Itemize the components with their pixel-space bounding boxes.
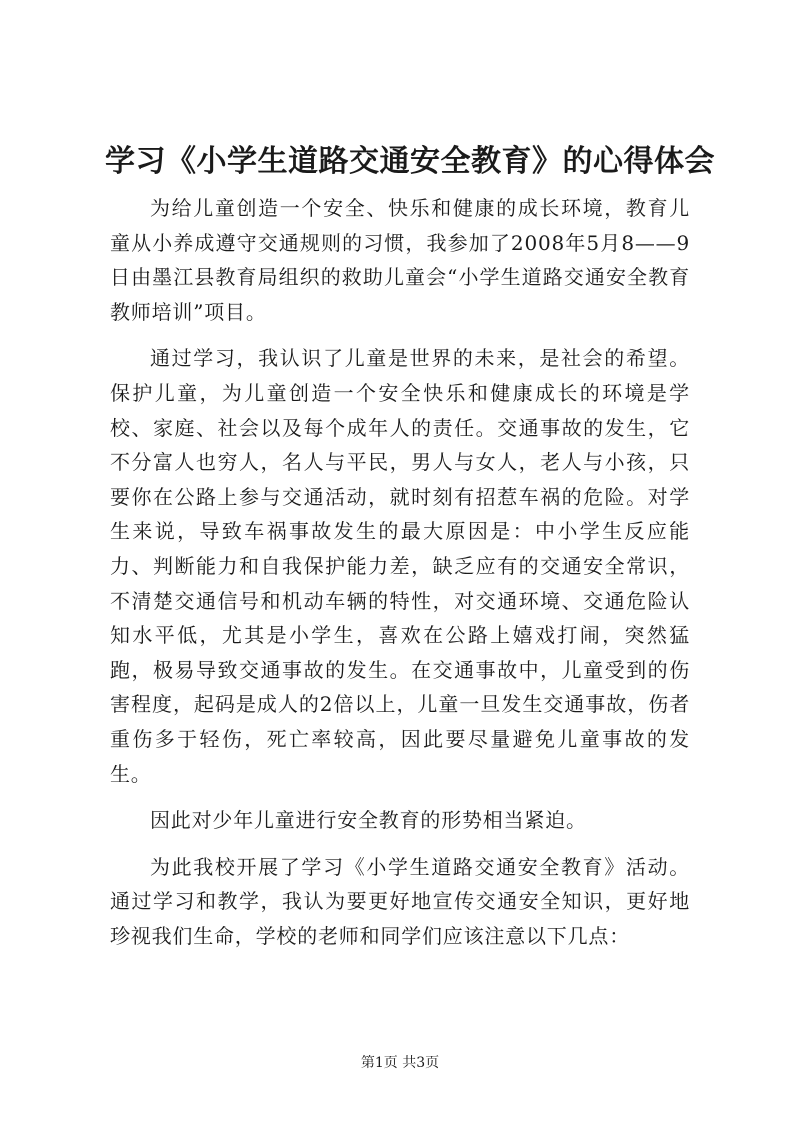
- paragraph-urgency: 因此对少年儿童进行安全教育的形势相当紧迫。: [150, 808, 587, 833]
- document-body: [110, 191, 690, 953]
- page-footer: 第1页 共3页: [360, 1055, 440, 1071]
- paragraph-intro: 为给儿童创造一个安全、快乐和健康的成长环境，教育儿童从小养成遵守交通规则的习惯，我参加了2008年5月8——9日由墨江县教育局组织的救助儿童会“小学生道路交通安全教育教师培训”项目。: [110, 196, 690, 324]
- paragraph-reflection: 通过学习，我认识了儿童是世界的未来，是社会的希望。保护儿童，为儿童创造一个安全快乐和健康成长的环境是学校、家庭、社会以及每个成年人的责任。交通事故的发生，它不分富人也穷人，名人与平民，男人与女人，老人与小孩，只要你在公路上参与交通活动，就时刻有招惹车祸的危险。对学生来说，导致车祸事故发生的最大原因是：中小学生反应能力、判断能力和自我保护能力差，缺乏应有的交通安全常识，不清楚交通信号和机动车辆的特性，对交通环境、交通危险认知水平低，尤其是小学生，喜欢在公路上嬉戏打闹，突然猛跑，极易导致交通事故的发生。在交通事故中，儿童受到的伤害程度，起码是成人的2倍以上，儿童一旦发生交通事故，伤者重伤多于轻伤，死亡率较高，因此要尽量避免儿童事故的发生。: [110, 346, 690, 786]
- paragraph-activity: 为此我校开展了学习《小学生道路交通安全教育》活动。通过学习和教学，我认为要更好地宣传交通安全知识，更好地珍视我们生命，学校的老师和同学们应该注意以下几点：: [110, 854, 690, 948]
- document-title: 学习《小学生道路交通安全教育》的心得体会: [105, 144, 715, 179]
